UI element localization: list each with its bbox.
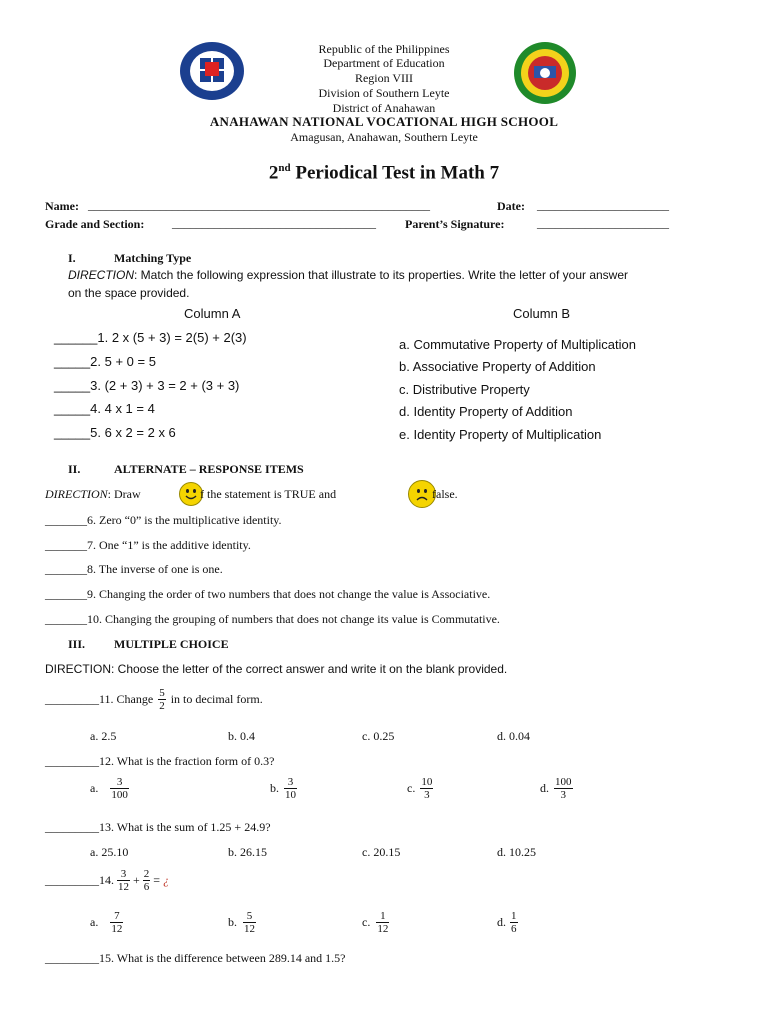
section2-direction-start: DIRECTION: Draw [45, 487, 141, 501]
q14-choice-a: a. $\frac{7}{12}$ [90, 910, 123, 935]
q11-choice-a: a. 2.5 [90, 729, 117, 743]
section2-direction-true: f the statement is TRUE and [200, 487, 337, 501]
header-line-4: Division of Southern Leyte [318, 86, 450, 100]
grade-field[interactable]: __________________________________ [172, 216, 376, 230]
q12-choice-c: c. $\frac{10}{3}$ [407, 776, 433, 801]
section1-number: I. [68, 251, 76, 265]
grade-label: Grade and Section: [45, 217, 145, 231]
matching-item-4: _____4. 4 x 1 = 4 [54, 401, 155, 416]
section1-direction-cont: on the space provided. [68, 286, 190, 300]
property-d: d. Identity Property of Addition [399, 404, 573, 419]
matching-item-5: _____5. 6 x 2 = 2 x 6 [54, 425, 176, 440]
matching-item-3: _____3. (2 + 3) + 3 = 2 + (3 + 3) [54, 378, 240, 393]
school-name: ANAHAWAN NATIONAL VOCATIONAL HIGH SCHOOL [209, 114, 559, 129]
q14-choice-b: b. $\frac{5}{12}$ [228, 910, 255, 935]
date-field[interactable]: ______________________ [537, 198, 669, 212]
header-line-2: Department of Education [323, 56, 445, 70]
header-line-5: District of Anahawan [332, 101, 436, 115]
date-label: Date: [497, 199, 525, 213]
property-a: a. Commutative Property of Multiplication [399, 337, 636, 352]
school-address: Amagusan, Anahawan, Southern Leyte [290, 130, 478, 144]
header-line-3: Region VIII [354, 71, 414, 85]
matching-item-2: _____2. 5 + 0 = 5 [54, 354, 156, 369]
q14-choice-c: c. $\frac{1}{12}$ [362, 910, 389, 935]
q12-choice-b: b. $\frac{3}{10}$ [270, 776, 296, 801]
q13-choice-d: d. 10.25 [497, 845, 536, 859]
tf-item-7: _______7. One “1” is the additive identity. [45, 538, 251, 552]
q13-choice-c: c. 20.15 [362, 845, 401, 859]
q13-choice-b: b. 26.15 [228, 845, 267, 859]
question-12: _________12. What is the fraction form of 0.3? [45, 754, 275, 768]
section1-direction: DIRECTION: Match the following expression that illustrate to its properties. Write the letter of your answer [68, 268, 629, 282]
tf-item-8: _______8. The inverse of one is one. [45, 562, 223, 576]
header-line-1: Republic of the Philippines [318, 42, 450, 56]
column-b-header: Column B [513, 306, 571, 321]
section3-direction: DIRECTION: Choose the letter of the correct answer and write it on the blank provided. [45, 662, 508, 676]
tf-item-10: _______10. Changing the grouping of numbers that does not change its value is Commutative. [45, 612, 500, 626]
column-a-header: Column A [184, 306, 241, 321]
section3-number: III. [68, 637, 86, 651]
parent-label: Parent’s Signature: [405, 217, 505, 231]
matching-item-1: ______1. 2 x (5 + 3) = 2(5) + 2(3) [54, 330, 247, 345]
q11-choice-b: b. 0.4 [228, 729, 255, 743]
q12-choice-a: a. $\frac{3}{100}$ [90, 776, 128, 801]
property-e: e. Identity Property of Multiplication [399, 427, 602, 442]
section2-direction-false: false. [432, 487, 458, 501]
name-field[interactable]: _________________________________________________________ [88, 198, 430, 212]
q14-choice-d: d. $\frac{1}{6}$ [497, 910, 517, 935]
section3-title: MULTIPLE CHOICE [114, 637, 229, 651]
property-b: b. Associative Property of Addition [399, 359, 596, 374]
section2-number: II. [68, 462, 81, 476]
q11-choice-c: c. 0.25 [362, 729, 395, 743]
question-11: _________11. Change $\frac{5}{2}$ in to decimal form. [45, 687, 263, 712]
property-c: c. Distributive Property [399, 382, 530, 397]
tf-item-9: _______9. Changing the order of two numbers that does not change the value is Associative. [45, 587, 491, 601]
q11-choice-d: d. 0.04 [497, 729, 530, 743]
q13-choice-a: a. 25.10 [90, 845, 129, 859]
q12-choice-d: d. $\frac{100}{3}$ [540, 776, 572, 801]
name-label: Name: [45, 199, 79, 213]
tf-item-6: _______6. Zero “0” is the multiplicative identity. [45, 513, 282, 527]
parent-field[interactable]: ______________________ [537, 216, 669, 230]
page-title: 2nd Periodical Test in Math 7 [268, 162, 500, 184]
section1-title: Matching Type [114, 251, 192, 265]
section2-title: ALTERNATE – RESPONSE ITEMS [114, 462, 304, 476]
question-15: _________15. What is the difference between 289.14 and 1.5? [45, 951, 346, 965]
question-13: _________13. What is the sum of 1.25 + 24.9? [45, 820, 271, 834]
question-14: _________14. $\frac{3}{12}$ + $\frac{2}{6}$ = ¿ [45, 868, 170, 893]
